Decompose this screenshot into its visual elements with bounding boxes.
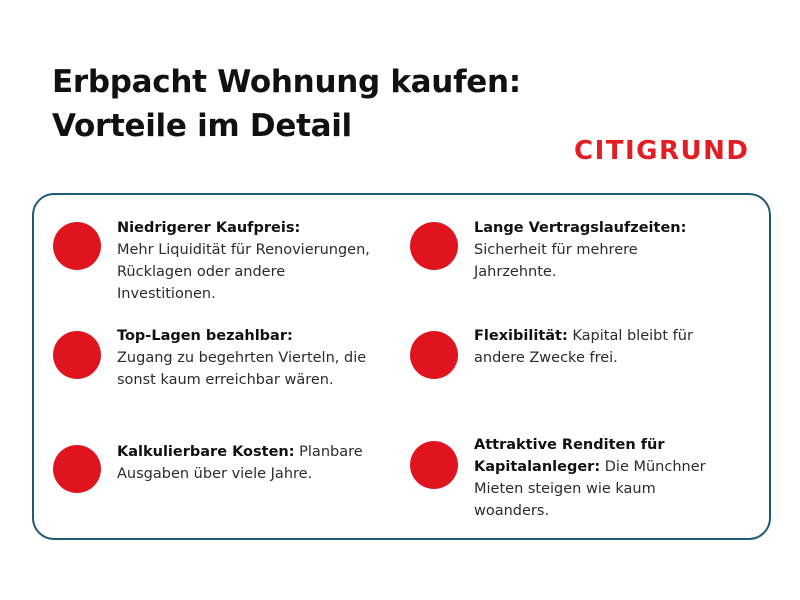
- benefit-item: [117, 325, 367, 391]
- bullet-dot-icon: [410, 441, 458, 489]
- benefit-description: Zugang zu begehrten Vierteln, die sonst kaum erreichbar wären.: [117, 350, 367, 388]
- benefit-title: Top-Lagen bezahlbar:: [117, 328, 293, 344]
- benefit-description: Planbare Ausgaben über viele Jahre.: [117, 444, 363, 482]
- page-title: [52, 60, 612, 148]
- bullet-dot-icon: [410, 222, 458, 270]
- benefit-description: Mehr Liquidität für Renovierungen, Rücklagen oder andere Investitionen.: [117, 242, 370, 302]
- benefit-title: Lange Vertragslaufzeiten:: [474, 220, 687, 236]
- benefit-description: Sicherheit für mehrere Jahrzehnte.: [474, 242, 638, 280]
- bullet-dot-icon: [53, 445, 101, 493]
- benefit-item: [117, 441, 387, 485]
- benefit-title: Niedrigerer Kaufpreis:: [117, 220, 301, 236]
- benefit-title: Attraktive Renditen für Kapitalanleger:: [474, 437, 665, 475]
- benefit-title: Kalkulierbare Kosten:: [117, 444, 295, 460]
- benefit-title: Flexibilität:: [474, 328, 568, 344]
- bullet-dot-icon: [53, 331, 101, 379]
- benefit-item: [474, 217, 714, 283]
- benefits-panel: [32, 193, 771, 540]
- benefit-item: [474, 325, 724, 369]
- benefit-item: [474, 434, 734, 522]
- benefit-description: Kapital bleibt für andere Zwecke frei.: [474, 328, 693, 366]
- citigrund-logo: CITIGRUND: [574, 136, 750, 166]
- bullet-dot-icon: [53, 222, 101, 270]
- bullet-dot-icon: [410, 331, 458, 379]
- page-title-line-1: Erbpacht Wohnung kaufen:: [52, 64, 521, 100]
- benefit-item: [117, 217, 387, 305]
- benefit-description: Die Münchner Mieten steigen wie kaum woanders.: [474, 459, 706, 519]
- page-title-line-2: Vorteile im Detail: [52, 108, 352, 144]
